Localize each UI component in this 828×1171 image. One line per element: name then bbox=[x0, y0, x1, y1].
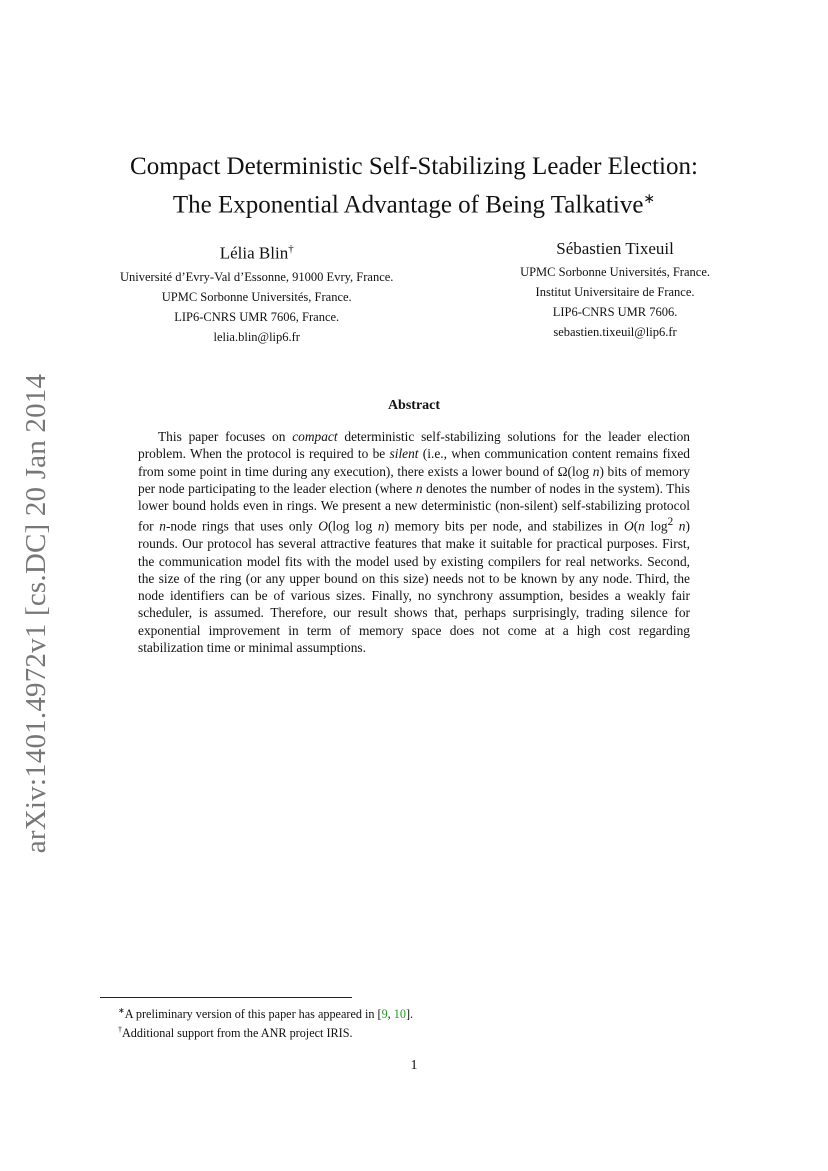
citation-link[interactable]: 9 bbox=[381, 1007, 388, 1022]
title-line-2-text: The Exponential Advantage of Being Talkative bbox=[172, 191, 644, 219]
author-block bbox=[120, 236, 710, 347]
math-variable: n bbox=[159, 518, 166, 534]
author-2-affiliation: LIP6-CNRS UMR 7606. bbox=[552, 305, 678, 319]
author-2-email: sebastien.tixeuil@lip6.fr bbox=[553, 325, 677, 339]
author-1-name: Lélia Blin bbox=[219, 243, 289, 263]
footnotes bbox=[118, 1003, 718, 1041]
math-variable: n bbox=[592, 463, 600, 479]
abstract-text: denotes the number of nodes in the system). This lower bound holds even in rings. We present a new deterministic (non-silent) self-stabilizing protocol for bbox=[138, 480, 690, 534]
math-variable: n bbox=[638, 518, 645, 534]
abstract-text: log bbox=[644, 518, 668, 534]
math-variable: O bbox=[318, 518, 328, 534]
title-line-2 bbox=[100, 183, 728, 221]
abstract-text: (i.e., when communication content remains fixed from some point in time during any execution), there exists a lower bound of Ω(log bbox=[138, 446, 690, 479]
math-variable: n bbox=[415, 480, 423, 496]
author-1-affiliation: Université d’Evry-Val d’Essonne, 91000 Evry, France. bbox=[120, 269, 394, 284]
author-2 bbox=[520, 236, 710, 347]
footnote-divider bbox=[100, 997, 352, 998]
footnote-text: A preliminary version of this paper has appeared in [ bbox=[124, 1007, 382, 1022]
footnote-marker: ∗ bbox=[118, 1006, 125, 1015]
abstract-text: deterministic self-stabilizing solutions for the leader election problem. When the protocol is required to be bbox=[138, 429, 690, 462]
math-exponent: 2 bbox=[667, 516, 674, 529]
footnote-1 bbox=[118, 1003, 718, 1022]
title-footnote-marker: ∗ bbox=[643, 192, 656, 207]
math-variable: n bbox=[377, 518, 385, 534]
arxiv-identifier-text: arXiv:1401.4972v1 [cs.DC] 20 Jan 2014 bbox=[20, 373, 53, 853]
author-1-footnote-marker: † bbox=[288, 243, 294, 255]
footnote-2 bbox=[118, 1022, 718, 1041]
footnote-text: , bbox=[387, 1007, 394, 1022]
abstract-text: ( bbox=[633, 518, 639, 534]
math-variable: O bbox=[624, 518, 634, 534]
author-1-email: lelia.blin@lip6.fr bbox=[213, 329, 300, 344]
footnote-text: ]. bbox=[405, 1007, 414, 1022]
math-variable: n bbox=[678, 518, 686, 534]
author-2-affiliation: Institut Universitaire de France. bbox=[535, 285, 695, 299]
author-1-affiliation: LIP6-CNRS UMR 7606, France. bbox=[174, 309, 340, 324]
title-line-1: Compact Deterministic Self-Stabilizing Leader Election: bbox=[130, 153, 698, 180]
paper-title bbox=[100, 150, 728, 221]
abstract-text: This paper focuses on bbox=[158, 429, 293, 444]
author-2-name-line bbox=[520, 236, 710, 262]
abstract-text: ) bits of memory per node participating to the leader election (where bbox=[138, 463, 690, 496]
author-1-affiliation: UPMC Sorbonne Universités, France. bbox=[161, 289, 352, 304]
page-number: 1 bbox=[410, 1058, 418, 1073]
footnote-marker: † bbox=[118, 1025, 122, 1035]
abstract-emphasis: silent bbox=[389, 446, 419, 462]
abstract-emphasis: compact bbox=[292, 429, 338, 444]
abstract-text: ) rounds. Our protocol has several attractive features that make it suitable for practical purposes. First, the communication model fits with the model used by existing compilers for real networks. Second, the size of the ring (or any upper bound on this size) needs not to be known by any node. Third, the node identifiers can be of various sizes. Finally, no synchrony assumption, besides a weakly fair scheduler, is assumed. Therefore, our result shows that, perhaps surprisingly, trading silence for exponential improvement in term of memory space does not come at a high cost regarding stabilization time or minimal assumptions. bbox=[138, 518, 690, 656]
arxiv-identifier-stamp bbox=[14, 373, 60, 853]
author-1-name-line bbox=[120, 236, 393, 267]
author-1 bbox=[120, 236, 393, 347]
abstract-paragraph bbox=[138, 428, 690, 656]
footnote-text: Additional support from the ANR project IRIS. bbox=[122, 1026, 353, 1041]
abstract-text: -node rings that uses only bbox=[165, 518, 319, 534]
abstract-text: (log log bbox=[327, 518, 378, 534]
author-2-name: Sébastien Tixeuil bbox=[556, 239, 674, 258]
abstract-text: ) memory bits per node, and stabilizes in bbox=[384, 518, 625, 534]
abstract-heading: Abstract bbox=[387, 398, 441, 413]
author-2-affiliation: UPMC Sorbonne Universités, France. bbox=[520, 265, 710, 279]
citation-link[interactable]: 10 bbox=[393, 1007, 406, 1022]
abstract-body bbox=[138, 428, 690, 656]
